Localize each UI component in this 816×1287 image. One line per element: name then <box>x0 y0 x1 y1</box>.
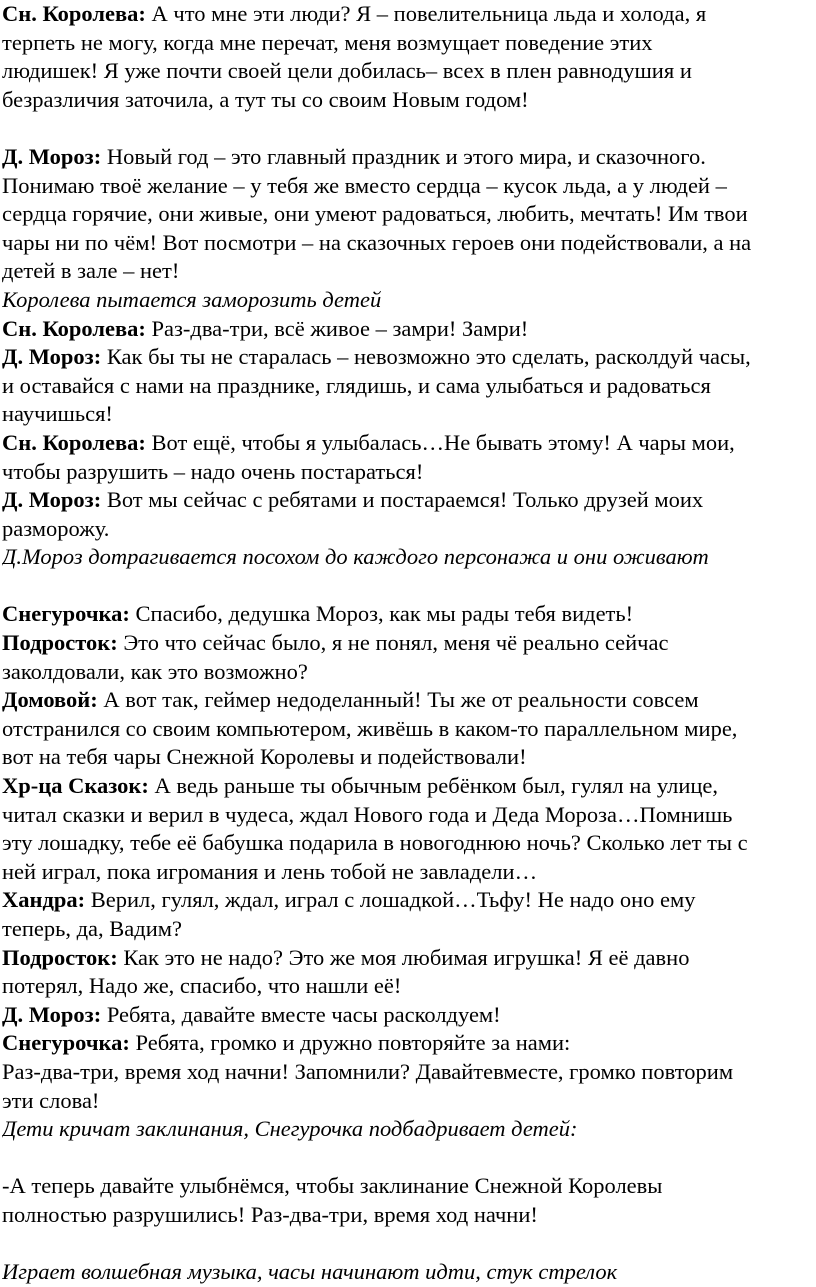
speaker-name: Хр-ца Сказок: <box>2 773 149 799</box>
speaker-name: Д. Мороз: <box>2 1001 102 1027</box>
speech-text: эти слова! <box>2 1087 100 1113</box>
speaker-name: Сн. Королева: <box>2 1 146 26</box>
text-line <box>2 86 816 115</box>
dialogue-line <box>2 429 816 458</box>
speaker-name: Подросток: <box>2 630 118 656</box>
speech-text: терпеть не могу, когда мне перечат, меня возмущает поведение этих <box>2 29 653 55</box>
text-line <box>2 372 816 401</box>
speech-text: людишек! Я уже почти своей цели добилась– всех в плен равнодушия и <box>2 58 692 84</box>
dialogue-line <box>2 343 816 372</box>
speech-text: А что мне эти люди? Я – повелительница льда и холода, я <box>145 1 707 26</box>
speech-text: чтобы разрушить – надо очень постараться! <box>2 458 424 484</box>
dialogue-line <box>2 1029 816 1058</box>
speech-text: Ребята, громко и дружно повторяйте за нами: <box>129 1030 571 1056</box>
speaker-name: Д. Мороз: <box>2 143 102 169</box>
speech-text: заколдовали, как это возможно? <box>2 658 308 684</box>
speech-text: безразличия заточила, а тут ты со своим Новым годом! <box>2 86 529 112</box>
text-line <box>2 829 816 858</box>
text-line <box>2 257 816 286</box>
text-line <box>2 1058 816 1087</box>
speech-text: Как бы ты не старалась – невозможно это сделать, расколдуй часы, <box>101 344 751 370</box>
speech-text: ней играл, пока игромания и лень тобой не завладели… <box>2 858 538 884</box>
text-line <box>2 29 816 58</box>
text-line <box>2 200 816 229</box>
speech-text: разморожу. <box>2 515 110 541</box>
dialogue-line <box>2 772 816 801</box>
speech-text: и оставайся с нами на празднике, глядишь, и сама улыбаться и радоваться <box>2 372 711 398</box>
script-document <box>2 0 816 1287</box>
speech-text: вот на тебя чары Снежной Королевы и подействовали! <box>2 744 527 770</box>
stage-direction-text: Д.Мороз дотрагивается посохом до каждого персонажа и они оживают <box>2 544 709 570</box>
text-line <box>2 801 816 830</box>
speech-text: чары ни по чём! Вот посмотри – на сказочных героев они подействовали, а на <box>2 229 752 255</box>
text-line <box>2 172 816 201</box>
speaker-name: Снегурочка: <box>2 1030 130 1056</box>
text-line <box>2 458 816 487</box>
text-line <box>2 515 816 544</box>
speech-text: Новый год – это главный праздник и этого мира, и сказочного. <box>101 143 706 169</box>
text-line <box>2 229 816 258</box>
speaker-name: Снегурочка: <box>2 601 130 627</box>
dialogue-line <box>2 486 816 515</box>
speech-text: Верил, гулял, ждал, играл с лошадкой…Тьфу! Не надо оно ему <box>85 887 696 913</box>
speech-text: Как это не надо? Это же моя любимая игрушка! Я её давно <box>117 944 690 970</box>
speech-text: А вот так, геймер недоделанный! Ты же от реальности совсем <box>97 687 699 713</box>
stage-direction-text: Королева пытается заморозить детей <box>2 286 382 312</box>
speech-text: эту лошадку, тебе её бабушка подарила в новогоднюю ночь? Сколько лет ты с <box>2 830 748 856</box>
dialogue-line <box>2 315 816 344</box>
speech-text: теперь, да, Вадим? <box>2 916 182 941</box>
stage-direction <box>2 1115 816 1144</box>
stage-direction-text: Дети кричат заклинания, Снегурочка подбадривает детей: <box>2 1116 578 1142</box>
dialogue-line <box>2 686 816 715</box>
speech-text: научишься! <box>2 401 113 427</box>
text-line <box>2 658 816 687</box>
speech-text: сердца горячие, они живые, они умеют радоваться, любить, мечтать! Им твои <box>2 201 748 227</box>
dialogue-line <box>2 1001 816 1030</box>
blank-line <box>2 572 816 601</box>
speech-text: Спасибо, дедушка Мороз, как мы рады тебя видеть! <box>129 601 634 627</box>
speaker-name: Домовой: <box>2 687 98 713</box>
speaker-name: Хандра: <box>2 887 86 913</box>
stage-direction-text: Играет волшебная музыка, часы начинают идти, стук стрелок <box>2 1259 618 1285</box>
dialogue-line <box>2 886 816 915</box>
speech-text: полностью разрушились! Раз-два-три, время ход начни! <box>2 1201 538 1227</box>
dialogue-line <box>2 0 816 29</box>
speech-text: -А теперь давайте улыбнёмся, чтобы заклинание Снежной Королевы <box>2 1173 663 1199</box>
text-line <box>2 915 816 944</box>
speech-text: читал сказки и верил в чудеса, ждал Нового года и Деда Мороза…Помнишь <box>2 801 733 827</box>
speaker-name: Сн. Королева: <box>2 315 146 341</box>
text-line <box>2 715 816 744</box>
dialogue-line <box>2 944 816 973</box>
speech-text: отстранился со своим компьютером, живёшь в каком-то параллельном мире, <box>2 715 738 741</box>
stage-direction <box>2 1258 816 1287</box>
speech-text: Раз-два-три, время ход начни! Запомнили? Давайтевместе, громко повторим <box>2 1058 734 1084</box>
speech-text: Вот мы сейчас с ребятами и постараемся! Только друзей моих <box>101 487 704 513</box>
stage-direction <box>2 543 816 572</box>
blank-line <box>2 1144 816 1173</box>
text-line <box>2 858 816 887</box>
dialogue-line <box>2 629 816 658</box>
text-line <box>2 1087 816 1116</box>
text-line <box>2 743 816 772</box>
speech-text: Понимаю твоё желание – у тебя же вместо сердца – кусок льда, а у людей – <box>2 172 727 198</box>
blank-line <box>2 114 816 143</box>
speech-text: А ведь раньше ты обычным ребёнком был, гулял на улице, <box>148 773 719 799</box>
dialogue-line <box>2 143 816 172</box>
text-line <box>2 1172 816 1201</box>
blank-line <box>2 1230 816 1259</box>
speaker-name: Д. Мороз: <box>2 344 102 370</box>
speech-text: Ребята, давайте вместе часы расколдуем! <box>101 1001 501 1027</box>
speaker-name: Сн. Королева: <box>2 429 146 455</box>
text-line <box>2 972 816 1001</box>
text-line <box>2 57 816 86</box>
text-line <box>2 400 816 429</box>
speech-text: Вот ещё, чтобы я улыбалась…Не бывать этому! А чары мои, <box>145 429 735 455</box>
speech-text: Раз-два-три, всё живое – замри! Замри! <box>145 315 529 341</box>
dialogue-line <box>2 600 816 629</box>
speech-text: Это что сейчас было, я не понял, меня чё реально сейчас <box>117 630 669 656</box>
speech-text: детей в зале – нет! <box>2 258 180 284</box>
speech-text: потерял, Надо же, спасибо, что нашли её! <box>2 973 402 999</box>
stage-direction <box>2 286 816 315</box>
speaker-name: Д. Мороз: <box>2 487 102 513</box>
text-line <box>2 1201 816 1230</box>
speaker-name: Подросток: <box>2 944 118 970</box>
